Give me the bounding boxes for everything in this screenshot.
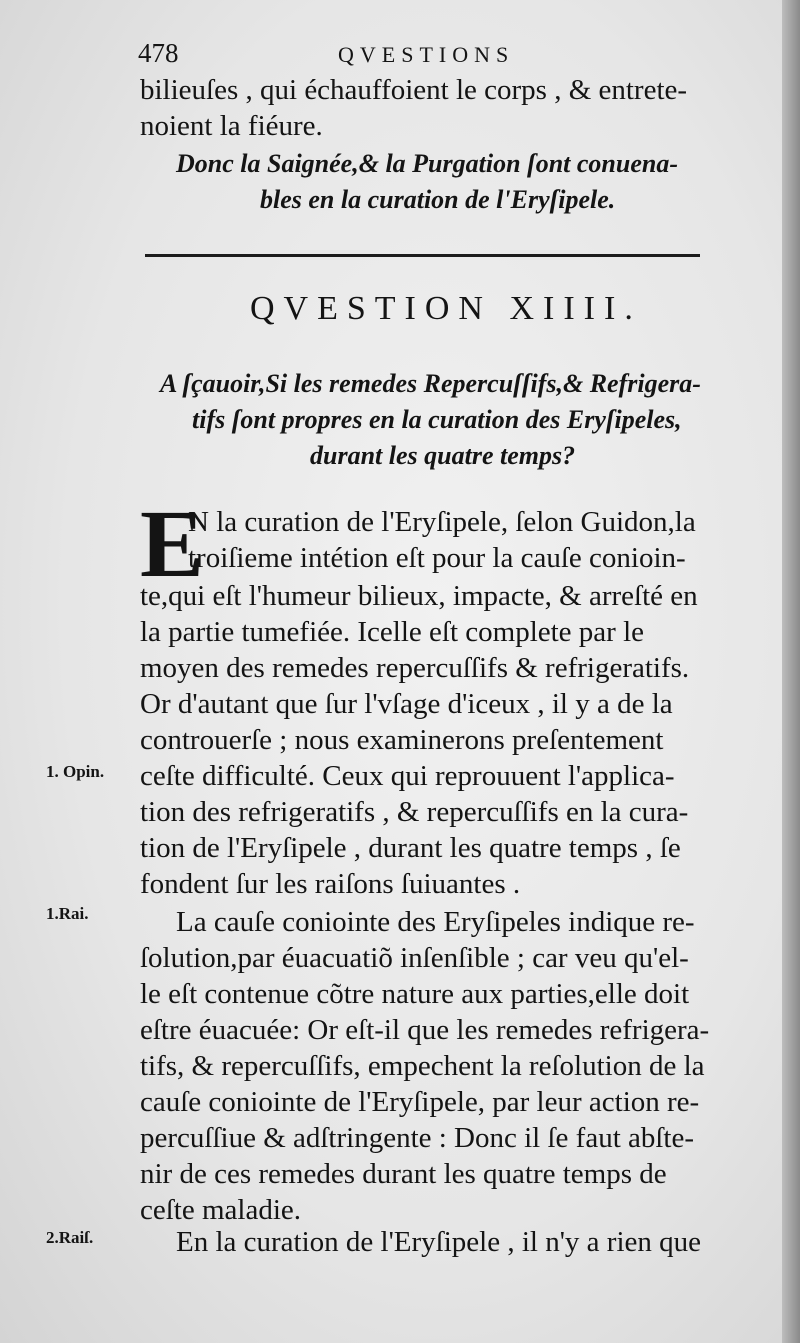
intro-line: noient la fiéure. (140, 110, 323, 142)
body-line: la partie tumefiée. Icelle eſt complete par le (140, 616, 645, 648)
body-line: tifs, & repercuſſifs, empechent la reſolution de la (140, 1050, 705, 1082)
body-line: tion de l'Eryſipele , durant les quatre temps , ſe (140, 832, 681, 864)
question-subtitle-line: A ſçauoir,Si les remedes Repercuſſifs,& Refrigera- (160, 369, 701, 398)
body-line: cauſe coniointe de l'Eryſipele, par leur action re- (140, 1086, 700, 1118)
body-line: N la curation de l'Eryſipele, ſelon Guidon,la (188, 506, 696, 538)
running-head: QVESTIONS (338, 42, 515, 67)
question-title: QVESTION XIIII. (250, 290, 642, 327)
margin-note: 1. Opin. (46, 762, 105, 781)
body-line: tion des refrigeratifs , & repercuſſifs en la cura- (140, 796, 689, 828)
margin-note: 2.Raiſ. (46, 1228, 94, 1247)
body-line: percuſſiue & adſtringente : Donc il ſe faut abſte- (140, 1122, 695, 1154)
body-line: le eſt contenue cõtre nature aux parties,elle doit (140, 978, 690, 1010)
body-line: En la curation de l'Eryſipele , il n'y a rien que (176, 1226, 702, 1258)
body-line: controuerſe ; nous examinerons preſentement (140, 724, 664, 756)
body-line: ceſte maladie. (140, 1194, 302, 1226)
intro-line: bilieuſes , qui échauffoient le corps , & entrete- (140, 74, 688, 106)
question-subtitle-line: tifs ſont propres en la curation des Eryſipeles, (192, 405, 682, 434)
conclusion-line: bles en la curation de l'Eryſipele. (260, 185, 616, 214)
margin-note: 1.Rai. (46, 904, 89, 923)
body-line: Or d'autant que ſur l'vſage d'iceux , il y a de la (140, 688, 673, 720)
section-rule (145, 254, 700, 257)
body-line: ceſte difficulté. Ceux qui reprouuent l'applica- (140, 760, 675, 792)
body-line: troiſieme intétion eſt pour la cauſe conioin- (188, 542, 686, 574)
page-number: 478 (138, 38, 179, 68)
body-line: ſolution,par éuacuatiõ inſenſible ; car veu qu'el- (140, 942, 689, 974)
body-line: te,qui eſt l'humeur bilieux, impacte, & arreſté en (140, 580, 698, 612)
body-line: moyen des remedes repercuſſifs & refrigeratifs. (140, 652, 690, 684)
body-line: fondent ſur les raiſons ſuiuantes . (140, 868, 521, 900)
drop-cap: E (140, 490, 205, 597)
body-line: eſtre éuacuée: Or eſt-il que les remedes refrigera- (140, 1014, 710, 1046)
question-subtitle-line: durant les quatre temps? (310, 441, 576, 470)
conclusion-line: Donc la Saignée,& la Purgation ſont conuena- (176, 149, 678, 178)
body-line: nir de ces remedes durant les quatre temps de (140, 1158, 667, 1190)
body-line: La cauſe coniointe des Eryſipeles indique re- (176, 906, 695, 938)
